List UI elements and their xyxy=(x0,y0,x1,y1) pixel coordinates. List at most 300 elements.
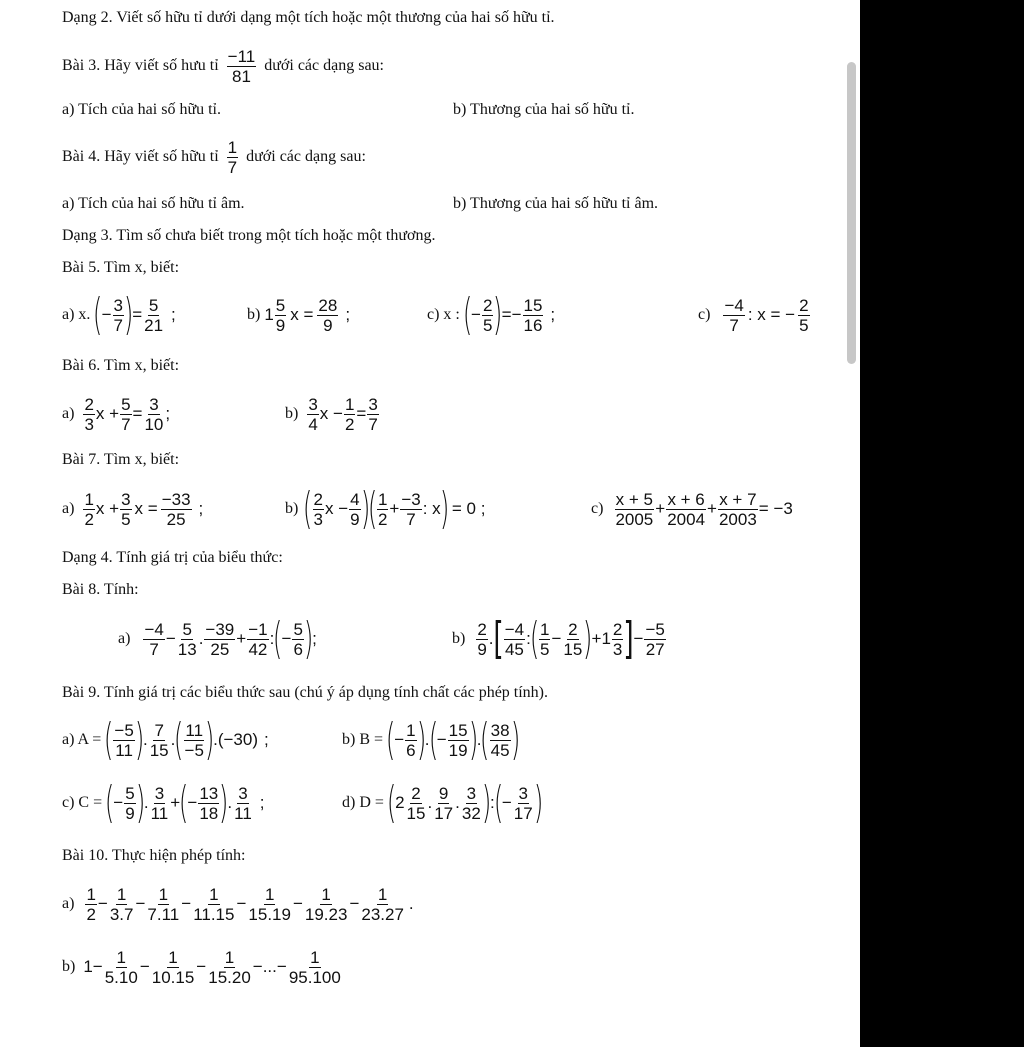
fraction xyxy=(718,490,758,529)
denominator: 11 xyxy=(150,803,169,823)
op: . xyxy=(488,629,494,648)
item-label: c) x : xyxy=(427,306,460,323)
op: = −3 xyxy=(758,499,793,518)
denominator: 5 xyxy=(799,315,809,335)
denominator: 7 xyxy=(121,414,131,434)
paren: ) xyxy=(123,289,134,340)
denominator: 25 xyxy=(210,639,230,659)
numerator: 11 xyxy=(185,720,204,740)
denominator: 15 xyxy=(406,803,426,823)
numerator: 1 xyxy=(310,947,320,967)
paren: ( xyxy=(104,714,114,765)
denominator: 42 xyxy=(248,639,268,659)
op: : xyxy=(526,629,531,648)
denominator: 2 xyxy=(84,509,94,529)
op: . xyxy=(424,730,430,749)
op: ; xyxy=(312,629,317,648)
numerator: −5 xyxy=(645,619,665,639)
op: 1− xyxy=(83,957,103,976)
numerator: 1 xyxy=(168,947,178,967)
denominator: 2 xyxy=(377,509,388,529)
op: = xyxy=(501,305,512,324)
numerator: 2 xyxy=(482,295,493,315)
paren: ) xyxy=(468,714,478,765)
denominator: 32 xyxy=(461,803,481,823)
op: − xyxy=(471,305,481,324)
denominator: 4 xyxy=(308,414,318,434)
op: − xyxy=(511,305,522,324)
fraction xyxy=(448,721,469,760)
op: − xyxy=(139,957,150,976)
paren: ) xyxy=(533,777,544,828)
bai4-prompt xyxy=(62,131,366,183)
op: − xyxy=(165,629,176,648)
numerator: −33 xyxy=(161,489,191,509)
fraction xyxy=(304,885,349,924)
fraction xyxy=(313,490,324,529)
bai5-c2 xyxy=(698,289,811,341)
denominator: 7 xyxy=(406,509,416,529)
item-label: a) xyxy=(62,500,75,517)
bai4-b: b) Thương của hai số hữu tỉ âm. xyxy=(453,195,659,212)
op: . xyxy=(227,793,233,812)
numerator: 1 xyxy=(406,720,416,740)
numerator: 7 xyxy=(154,720,164,740)
item-label: b) xyxy=(247,306,261,323)
denominator: 2005 xyxy=(615,509,654,529)
paren: ) xyxy=(481,777,492,828)
op: ; xyxy=(198,499,204,518)
numerator: 2 xyxy=(411,783,421,803)
paren: ) xyxy=(303,613,314,664)
bai6-title: Bài 6. Tìm x, biết: xyxy=(62,357,180,374)
bai8-b xyxy=(452,613,667,665)
denominator: 9 xyxy=(323,315,333,335)
numerator: 15 xyxy=(448,720,468,740)
bai3-post: dưới các dạng sau: xyxy=(264,57,384,74)
bracket: ] xyxy=(623,613,635,664)
paren: ( xyxy=(273,613,283,664)
op: . xyxy=(455,793,460,812)
bai5-c xyxy=(427,289,555,341)
numerator: 2 xyxy=(84,394,94,414)
numerator: x + 6 xyxy=(667,489,705,509)
fraction xyxy=(476,620,487,659)
paren: ( xyxy=(480,714,490,765)
op: ; xyxy=(264,730,269,749)
denominator: 9 xyxy=(350,509,360,529)
bai10-b xyxy=(62,941,343,993)
op: : x = − xyxy=(747,305,796,324)
op: − xyxy=(135,894,146,913)
op: x + xyxy=(95,404,120,423)
fraction xyxy=(227,47,257,86)
fraction xyxy=(104,948,139,987)
op: x − xyxy=(324,499,349,518)
bai3-pre: Bài 3. Hãy viết số hưu tỉ xyxy=(62,57,219,74)
paren: ) xyxy=(360,483,370,534)
denominator: 13 xyxy=(177,639,197,659)
bai7-b xyxy=(285,483,485,535)
bai5-title: Bài 5. Tìm x, biết: xyxy=(62,259,180,276)
numerator: 2 xyxy=(612,619,623,639)
paren: ( xyxy=(493,777,503,828)
op: = xyxy=(132,404,143,423)
item-label: b) xyxy=(62,958,76,975)
denominator: 9 xyxy=(125,803,135,823)
bai5-a xyxy=(62,289,176,341)
numerator: 1 xyxy=(227,137,238,157)
numerator: 9 xyxy=(438,783,449,803)
op: − xyxy=(187,793,198,812)
numerator: 1 xyxy=(321,884,331,904)
fraction xyxy=(614,490,654,529)
fraction xyxy=(149,721,170,760)
numerator: 3 xyxy=(368,394,378,414)
numerator: 2 xyxy=(568,619,578,639)
numerator: 1 xyxy=(344,394,355,414)
denominator: 45 xyxy=(504,639,524,659)
fraction xyxy=(666,490,706,529)
op: + xyxy=(707,499,717,518)
paren: ) xyxy=(134,714,145,765)
numerator: x + 5 xyxy=(615,489,654,509)
fraction xyxy=(513,784,534,823)
op: x = xyxy=(134,499,158,518)
item-label: b) xyxy=(452,630,466,647)
item-label: d) D = xyxy=(342,794,384,811)
denominator: 18 xyxy=(199,803,219,823)
bai4-post: dưới các dạng sau: xyxy=(246,148,366,165)
fraction xyxy=(504,620,525,659)
op: + xyxy=(170,793,181,812)
paren: ) xyxy=(439,483,449,534)
numerator: 1 xyxy=(84,489,94,509)
paren: ) xyxy=(219,777,229,828)
bai4-pre: Bài 4. Hãy viết số hữu tỉ xyxy=(62,148,219,165)
bai9-b xyxy=(342,714,519,766)
denominator: 10 xyxy=(144,414,164,434)
numerator: 1 xyxy=(540,619,550,639)
bai3-b: b) Thương của hai số hữu tỉ. xyxy=(453,101,635,118)
numerator: 5 xyxy=(148,295,159,315)
bai10-a xyxy=(62,878,414,930)
denominator: 3 xyxy=(84,414,94,434)
paren: ) xyxy=(135,777,146,828)
fraction xyxy=(146,885,180,924)
paren: ( xyxy=(385,714,396,765)
bai6-a xyxy=(62,388,170,440)
op: + xyxy=(389,499,400,518)
op: . xyxy=(198,629,204,648)
fraction xyxy=(523,296,544,335)
numerator: 3 xyxy=(121,489,131,509)
numerator: −11 xyxy=(227,46,256,66)
denominator: 10.15 xyxy=(151,967,195,987)
bai4-a: a) Tích của hai số hữu tỉ âm. xyxy=(62,195,245,212)
numerator: 1 xyxy=(86,884,96,904)
paren: ( xyxy=(428,714,438,765)
numerator: −3 xyxy=(401,489,421,509)
numerator: 1 xyxy=(264,884,275,904)
op: ; xyxy=(259,793,265,812)
op: = 0 ; xyxy=(451,499,486,518)
numerator: 1 xyxy=(224,947,235,967)
fraction xyxy=(349,490,360,529)
denominator: 15 xyxy=(563,639,583,659)
fraction xyxy=(161,490,192,529)
fraction xyxy=(377,490,388,529)
paren: ) xyxy=(510,714,520,765)
numerator: 2 xyxy=(799,295,809,315)
fraction xyxy=(207,948,252,987)
fraction xyxy=(644,620,665,659)
paren: ) xyxy=(493,289,503,340)
fraction xyxy=(177,620,198,659)
bai3-prompt xyxy=(62,40,384,92)
fraction xyxy=(83,490,94,529)
fraction xyxy=(288,948,342,987)
fraction xyxy=(83,395,94,434)
denominator: 15.19 xyxy=(248,904,291,924)
numerator: 28 xyxy=(318,295,338,315)
denominator: 19 xyxy=(448,740,468,760)
fraction xyxy=(723,296,744,335)
item-label: a) xyxy=(62,895,75,912)
op: − xyxy=(101,305,112,324)
paren: ) xyxy=(583,613,593,664)
op: − xyxy=(633,629,644,648)
op: ; xyxy=(165,404,171,423)
numerator: 3 xyxy=(154,783,165,803)
fraction xyxy=(612,620,623,659)
fraction xyxy=(317,296,338,335)
scrollbar-thumb[interactable] xyxy=(847,62,856,364)
fraction xyxy=(120,490,131,529)
op: 1 xyxy=(264,305,274,324)
fraction xyxy=(151,948,196,987)
numerator: 5 xyxy=(293,619,303,639)
fraction xyxy=(307,395,318,434)
fraction xyxy=(247,885,292,924)
denominator: 15.20 xyxy=(208,967,251,987)
denominator: 17 xyxy=(434,803,454,823)
fraction xyxy=(192,885,235,924)
paren: ( xyxy=(93,289,103,340)
fraction xyxy=(247,620,268,659)
section-heading-dang3: Dạng 3. Tìm số chưa biết trong một tích hoặc một thương. xyxy=(62,227,436,244)
fraction xyxy=(143,620,164,659)
paren: ( xyxy=(386,777,397,828)
fraction xyxy=(367,395,378,434)
op: .(−30) xyxy=(213,730,258,749)
bracket: [ xyxy=(492,613,504,664)
item-label: a) xyxy=(62,405,75,422)
op: − xyxy=(292,894,303,913)
numerator: 1 xyxy=(158,884,169,904)
fraction xyxy=(143,395,164,434)
denominator: 9 xyxy=(477,639,487,659)
fraction xyxy=(120,395,131,434)
op: : x xyxy=(422,499,441,518)
fraction xyxy=(360,885,405,924)
denominator: 11 xyxy=(115,740,133,760)
op: x = xyxy=(290,305,314,324)
denominator: 2003 xyxy=(718,509,757,529)
denominator: 27 xyxy=(645,639,665,659)
numerator: 3 xyxy=(238,783,248,803)
denominator: 2004 xyxy=(667,509,706,529)
numerator: −39 xyxy=(205,619,235,639)
denominator: 9 xyxy=(275,315,286,335)
denominator: 5.10 xyxy=(104,967,138,987)
bai9-d xyxy=(342,777,542,829)
numerator: 13 xyxy=(199,783,219,803)
bai9-a xyxy=(62,714,269,766)
denominator: 7 xyxy=(227,157,238,177)
numerator: −1 xyxy=(248,619,268,639)
paren: ( xyxy=(529,613,540,664)
denominator: −5 xyxy=(184,740,204,760)
op: : xyxy=(269,629,275,648)
denominator: 95.100 xyxy=(288,967,341,987)
fraction xyxy=(150,784,170,823)
denominator: 5 xyxy=(121,509,131,529)
op: − xyxy=(97,894,108,913)
denominator: 81 xyxy=(231,66,251,86)
op: . xyxy=(142,730,148,749)
fraction xyxy=(85,885,96,924)
denominator: 23.27 xyxy=(361,904,404,924)
numerator: −4 xyxy=(724,295,744,315)
paren: ( xyxy=(179,777,189,828)
op: = xyxy=(356,404,367,423)
bai10-title: Bài 10. Thực hiện phép tính: xyxy=(62,847,246,864)
numerator: −4 xyxy=(504,619,525,639)
fraction xyxy=(400,490,421,529)
section-heading-dang2: Dạng 2. Viết số hữu tỉ dưới dạng một tích hoặc một thương của hai số hữu tỉ. xyxy=(62,9,555,26)
item-label: c) xyxy=(698,306,711,323)
denominator: 16 xyxy=(523,315,543,335)
denominator: 11 xyxy=(234,803,252,823)
paren: ) xyxy=(204,714,215,765)
denominator: 3 xyxy=(313,509,323,529)
op: x + xyxy=(95,499,120,518)
numerator: 3 xyxy=(149,394,159,414)
op: + xyxy=(236,629,247,648)
op: − xyxy=(236,894,247,913)
fraction xyxy=(184,721,205,760)
op: ; xyxy=(345,305,351,324)
fraction xyxy=(143,296,164,335)
op: − xyxy=(394,730,405,749)
op: . xyxy=(143,793,149,812)
bai3-a: a) Tích của hai số hữu tỉ. xyxy=(62,101,221,118)
numerator: 2 xyxy=(477,619,487,639)
op: − xyxy=(196,957,207,976)
numerator: 3 xyxy=(518,783,528,803)
op: + xyxy=(591,629,602,648)
numerator: 5 xyxy=(121,394,131,414)
fraction xyxy=(198,784,219,823)
denominator: 7.11 xyxy=(147,904,180,924)
fraction xyxy=(798,296,809,335)
fraction xyxy=(539,620,550,659)
bai8-a xyxy=(118,613,317,665)
paren: ( xyxy=(367,483,378,534)
section-heading-dang4: Dạng 4. Tính giá trị của biểu thức: xyxy=(62,549,283,566)
item-label: b) xyxy=(285,405,299,422)
numerator: 1 xyxy=(377,489,388,509)
paren: ( xyxy=(303,483,313,534)
numerator: 5 xyxy=(275,295,286,315)
fraction xyxy=(113,721,134,760)
fraction xyxy=(433,784,454,823)
fraction xyxy=(124,784,135,823)
denominator: 6 xyxy=(406,740,416,760)
paren: ( xyxy=(174,714,184,765)
denominator: 25 xyxy=(166,509,186,529)
op: 1 xyxy=(601,629,611,648)
op: − xyxy=(349,894,360,913)
numerator: 1 xyxy=(116,884,127,904)
numerator: 2 xyxy=(313,489,323,509)
bai7-a xyxy=(62,483,203,535)
op: . xyxy=(427,793,433,812)
op: − xyxy=(501,793,512,812)
fraction xyxy=(405,721,416,760)
fraction xyxy=(406,784,427,823)
denominator: 17 xyxy=(513,803,533,823)
op: . xyxy=(170,730,176,749)
op: − xyxy=(113,793,124,812)
op: . xyxy=(408,894,414,913)
denominator: 19.23 xyxy=(304,904,348,924)
denominator: 3 xyxy=(612,639,623,659)
paren: ( xyxy=(104,777,115,828)
fraction xyxy=(227,138,238,177)
op: ; xyxy=(550,305,556,324)
op: . xyxy=(476,730,482,749)
op: − xyxy=(551,629,562,648)
numerator: 1 xyxy=(209,884,219,904)
fraction xyxy=(109,885,135,924)
op: = xyxy=(132,305,143,324)
denominator: 7 xyxy=(149,639,159,659)
op: −...− xyxy=(252,957,287,976)
fraction xyxy=(275,296,286,335)
fraction xyxy=(461,784,482,823)
op: ; xyxy=(171,305,176,324)
item-label: a) x. xyxy=(62,306,91,323)
bai6-b xyxy=(285,388,380,440)
op: − xyxy=(281,629,292,648)
fraction xyxy=(113,296,124,335)
numerator: 5 xyxy=(182,619,192,639)
op: : xyxy=(489,793,495,812)
item-label: a) A = xyxy=(62,731,102,748)
paren: ( xyxy=(462,289,473,340)
fraction xyxy=(204,620,235,659)
op: − xyxy=(181,894,192,913)
fraction xyxy=(482,296,493,335)
denominator: 21 xyxy=(144,315,164,335)
denominator: 2 xyxy=(86,904,96,924)
item-label: b) xyxy=(285,500,299,517)
fraction xyxy=(490,721,511,760)
op: + xyxy=(655,499,666,518)
bai7-title: Bài 7. Tìm x, biết: xyxy=(62,451,180,468)
